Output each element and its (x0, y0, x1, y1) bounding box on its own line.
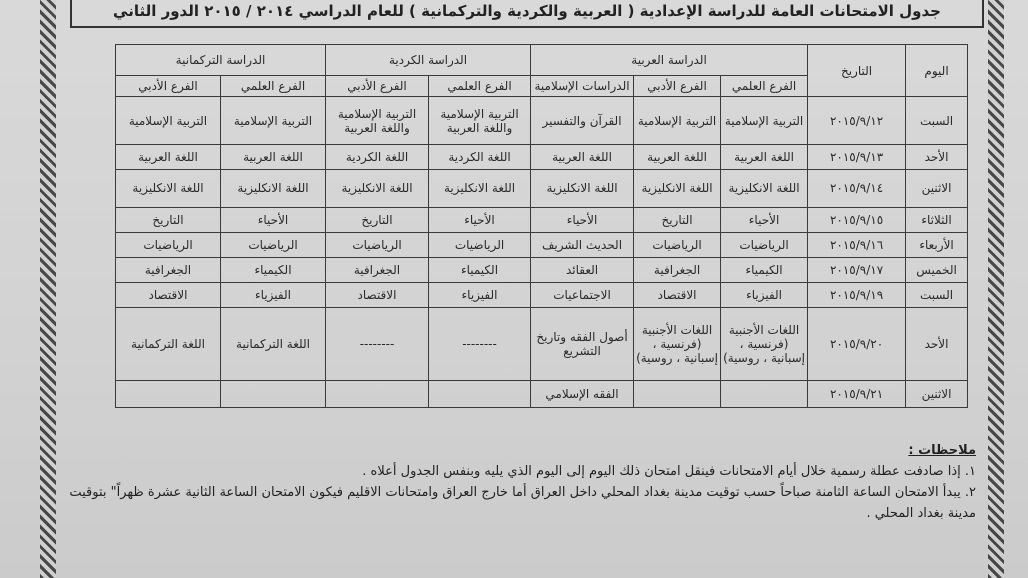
subject-cell: التربية الإسلامية (721, 97, 808, 145)
subject-cell: الكيمياء (221, 257, 326, 282)
day-cell: الخميس (906, 257, 968, 282)
header-arabic-scientific: الفرع العلمي (721, 76, 808, 97)
day-cell: الاثنين (906, 170, 968, 208)
subject-cell: التاريخ (634, 207, 721, 232)
day-cell: الثلاثاء (906, 207, 968, 232)
date-cell: ٢٠١٥/٩/١٦ (808, 232, 906, 257)
subject-cell: الأحياء (721, 207, 808, 232)
subject-cell: اللغة الانكليزية (634, 170, 721, 208)
subject-cell: اللغة العربية (531, 145, 634, 170)
subject-cell: الاجتماعيات (531, 282, 634, 307)
subject-cell: الرياضيات (116, 232, 221, 257)
header-turkmen-study: الدراسة التركمانية (116, 45, 326, 76)
subject-cell (116, 380, 221, 407)
day-cell: الاثنين (906, 380, 968, 407)
subject-cell: اللغة التركمانية (221, 307, 326, 380)
subject-cell: الأحياء (221, 207, 326, 232)
date-cell: ٢٠١٥/٩/٢١ (808, 380, 906, 407)
table-row (116, 97, 968, 145)
subject-cell: اللغة الانكليزية (531, 170, 634, 208)
subject-cell: أصول الفقه وتاريخ التشريع (531, 307, 634, 380)
subject-cell: الاقتصاد (116, 282, 221, 307)
subject-cell (221, 380, 326, 407)
subject-cell: التربية الإسلامية واللغة العربية (326, 97, 429, 145)
header-arabic-islamic: الدراسات الإسلامية (531, 76, 634, 97)
subject-cell: اللغة العربية (116, 145, 221, 170)
subject-cell (721, 380, 808, 407)
note-item: ٢. يبدأ الامتحان الساعة الثامنة صباحاً حسب توقيت مدينة بغداد المحلي داخل العراق أما خارج العراق وامتحانات الاقليم فيكون الامتحان الساعة الثانية عشرة ظهراً" بتوقيت مدينة بغداد المحلي . (69, 485, 976, 521)
subject-cell: الأحياء (429, 207, 531, 232)
header-arabic-study: الدراسة العربية (531, 45, 808, 76)
date-cell: ٢٠١٥/٩/١٩ (808, 282, 906, 307)
subject-cell: اللغة الانكليزية (326, 170, 429, 208)
subject-cell: الاقتصاد (634, 282, 721, 307)
header-turkmen-scientific: الفرع العلمي (221, 76, 326, 97)
day-cell: السبت (906, 282, 968, 307)
subject-cell: الرياضيات (221, 232, 326, 257)
subject-cell (429, 380, 531, 407)
exam-schedule-table (115, 44, 968, 408)
notes-heading: ملاحظات : (908, 443, 976, 458)
subject-cell: اللغة العربية (221, 145, 326, 170)
subject-cell: الكيمياء (429, 257, 531, 282)
subject-cell: العقائد (531, 257, 634, 282)
subject-cell: التربية الإسلامية (116, 97, 221, 145)
date-cell: ٢٠١٥/٩/١٣ (808, 145, 906, 170)
subject-cell: الجغرافية (634, 257, 721, 282)
table-row (116, 257, 968, 282)
subject-cell: الرياضيات (326, 232, 429, 257)
date-cell: ٢٠١٥/٩/١٧ (808, 257, 906, 282)
subject-cell (634, 380, 721, 407)
subject-cell: الجغرافية (326, 257, 429, 282)
subject-cell: الكيمياء (721, 257, 808, 282)
subject-cell: الرياضيات (721, 232, 808, 257)
subject-cell: اللغة الانكليزية (116, 170, 221, 208)
subject-cell: اللغة التركمانية (116, 307, 221, 380)
subject-cell: اللغة الانكليزية (429, 170, 531, 208)
date-cell: ٢٠١٥/٩/١٢ (808, 97, 906, 145)
subject-cell: الفيزياء (429, 282, 531, 307)
header-date: التاريخ (808, 45, 906, 97)
subject-cell (326, 380, 429, 407)
subject-cell: اللغة الكردية (326, 145, 429, 170)
day-cell: الأربعاء (906, 232, 968, 257)
note-item: ١. إذا صادفت عطلة رسمية خلال أيام الامتحانات فينقل امتحان ذلك اليوم إلى اليوم الذي يليه وبنفس الجدول أعلاه . (362, 464, 976, 479)
subject-cell: الفيزياء (721, 282, 808, 307)
table-row (116, 170, 968, 208)
subject-cell: التاريخ (326, 207, 429, 232)
subject-cell: اللغات الأجنبية (فرنسية ، إسبانية ، روسية) (721, 307, 808, 380)
table-row (116, 282, 968, 307)
subject-cell: اللغة الكردية (429, 145, 531, 170)
subject-cell: التربية الإسلامية (221, 97, 326, 145)
subject-cell: الحديث الشريف (531, 232, 634, 257)
page-title: جدول الامتحانات العامة للدراسة الإعدادية ( العربية والكردية والتركمانية ) للعام الدراسي ٢٠١٤ / ٢٠١٥ الدور الثاني (70, 0, 984, 28)
notes-section (60, 440, 990, 524)
day-cell: الأحد (906, 145, 968, 170)
subject-cell: الأحياء (531, 207, 634, 232)
date-cell: ٢٠١٥/٩/١٥ (808, 207, 906, 232)
subject-cell: الجغرافية (116, 257, 221, 282)
subject-cell: التاريخ (116, 207, 221, 232)
subject-cell: اللغات الأجنبية (فرنسية ، إسبانية ، روسية) (634, 307, 721, 380)
subject-cell: اللغة الانكليزية (221, 170, 326, 208)
subject-cell: الفقه الإسلامي (531, 380, 634, 407)
subject-cell: الرياضيات (429, 232, 531, 257)
subject-cell: اللغة الانكليزية (721, 170, 808, 208)
table-row (116, 232, 968, 257)
table-row (116, 145, 968, 170)
subject-cell: اللغة العربية (721, 145, 808, 170)
header-kurdish-scientific: الفرع العلمي (429, 76, 531, 97)
header-arabic-literary: الفرع الأدبي (634, 76, 721, 97)
table-row (116, 207, 968, 232)
subject-cell: الفيزياء (221, 282, 326, 307)
header-turkmen-literary: الفرع الأدبي (116, 76, 221, 97)
table-row (116, 380, 968, 407)
subject-cell: الرياضيات (634, 232, 721, 257)
date-cell: ٢٠١٥/٩/٢٠ (808, 307, 906, 380)
header-kurdish-literary: الفرع الأدبي (326, 76, 429, 97)
subject-cell: التربية الإسلامية (634, 97, 721, 145)
header-day: اليوم (906, 45, 968, 97)
subject-cell: التربية الإسلامية واللغة العربية (429, 97, 531, 145)
subject-cell: القرآن والتفسير (531, 97, 634, 145)
day-cell: الأحد (906, 307, 968, 380)
decorative-border-left (40, 0, 56, 578)
subject-cell: الاقتصاد (326, 282, 429, 307)
subject-cell: -------- (326, 307, 429, 380)
day-cell: السبت (906, 97, 968, 145)
subject-cell: اللغة العربية (634, 145, 721, 170)
header-kurdish-study: الدراسة الكردية (326, 45, 531, 76)
decorative-border-right (988, 0, 1004, 578)
date-cell: ٢٠١٥/٩/١٤ (808, 170, 906, 208)
subject-cell: -------- (429, 307, 531, 380)
table-row (116, 307, 968, 380)
